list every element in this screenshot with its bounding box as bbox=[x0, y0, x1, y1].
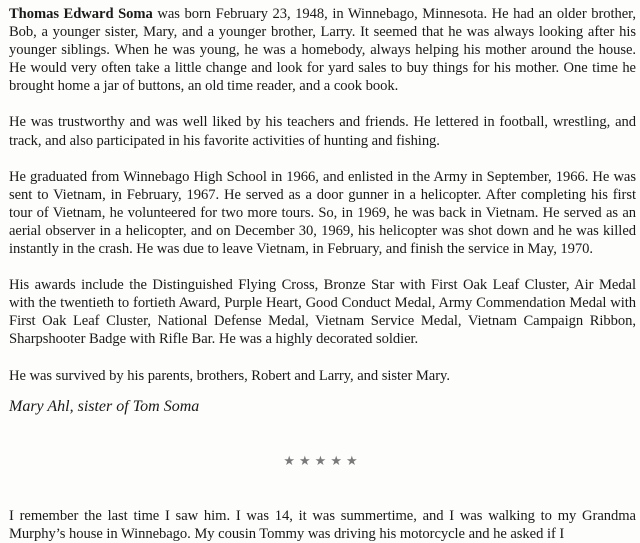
biography-paragraph-2: He was trustworthy and was well liked by his teachers and friends. He lettered in football, wrestling, and track, and also participated in his favorite activities of hunting and fishing. bbox=[9, 114, 636, 149]
author-signature: Mary Ahl, sister of Tom Soma bbox=[9, 397, 200, 415]
memory-paragraph: I remember the last time I saw him. I was 14, it was summertime, and I was walking to my Grandma Murphy’s house in Winnebago. My cousin Tommy was driving his motorcycle and he asked if I bbox=[9, 507, 636, 542]
subject-name: Thomas Edward Soma bbox=[9, 6, 153, 22]
survivors-paragraph: He was survived by his parents, brothers, Robert and Larry, and sister Mary. bbox=[9, 367, 450, 384]
biography-paragraph-1 bbox=[9, 5, 636, 95]
biography-paragraph-3: He graduated from Winnebago High School in 1966, and enlisted in the Army in September, 1966. He was sent to Vietnam, in February, 1967. He served as a door gunner in a helicopter. After completing his first tour of Vietnam, he volunteered for two more tours. So, in 1969, he was back in Vietnam. He served as an aerial observer in a helicopter, and on December 30, 1969, his helicopter was shot down and he was killed instantly in the crash. He was due to leave Vietnam, in February, and finish the service in May, 1970. bbox=[9, 168, 636, 258]
awards-paragraph: His awards include the Distinguished Flying Cross, Bronze Star with First Oak Leaf Cluster, Air Medal with the twentieth to fortieth Award, Purple Heart, Good Conduct Medal, Army Commendation Medal with First Oak Leaf Cluster, National Defense Medal, Vietnam Service Medal, Vietnam Campaign Ribbon, Sharpshooter Badge with Rifle Bar. He was a highly decorated soldier. bbox=[9, 277, 636, 348]
section-separator: ★★★★★ bbox=[283, 452, 362, 468]
biography-paragraph-1-text: was born February 23, 1948, in Winnebago, Minnesota. He had an older brother, Bob, a younger sister, Mary, and a younger brother, Larry. It seemed that he was always looking after his younger siblings. When he was young, he was a homebody, always helping his mother around the house. He would very often take a little change and look for yard sales to buy things for his mother. One time he brought home a jar of buttons, an old time reader, and a cook book. bbox=[9, 6, 637, 95]
